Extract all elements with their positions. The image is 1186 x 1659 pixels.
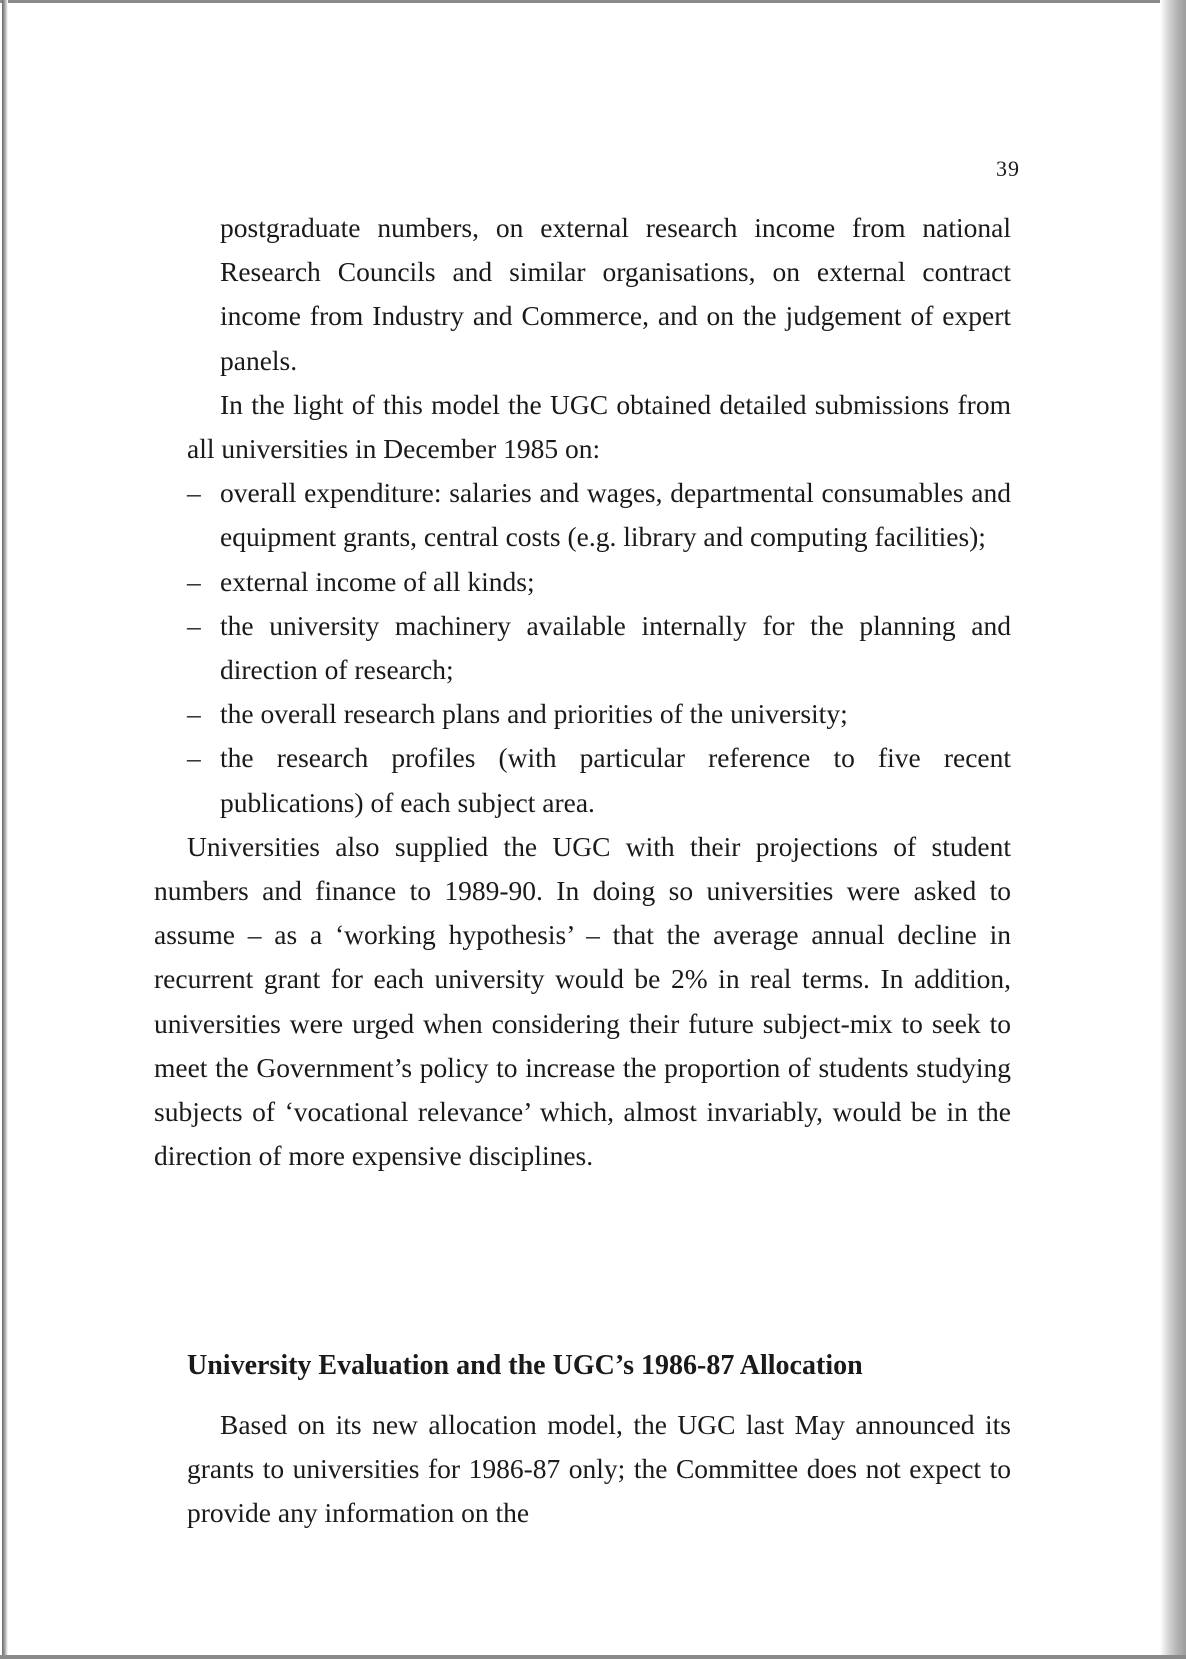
list-item bbox=[187, 736, 1011, 824]
submission-list bbox=[187, 471, 1011, 825]
page-number: 39 bbox=[996, 156, 1020, 181]
list-item bbox=[187, 604, 1011, 692]
list-item-text: external income of all kinds; bbox=[220, 565, 535, 597]
list-item-text: overall expenditure: salaries and wages, departmental consumables and equipment grants, central costs (e.g. library and computing facilities); bbox=[220, 477, 1011, 553]
page-edge-right bbox=[1160, 0, 1186, 1659]
list-item bbox=[187, 560, 1011, 604]
list-dash: – bbox=[187, 742, 201, 774]
page-edge-top bbox=[0, 0, 1186, 3]
list-item bbox=[187, 471, 1011, 559]
list-item-text: the overall research plans and priorities of the university; bbox=[220, 698, 848, 730]
list-dash: – bbox=[187, 477, 201, 509]
page-edge-left bbox=[2, 0, 8, 1659]
list-item bbox=[187, 692, 1011, 736]
paragraph-submissions-intro: In the light of this model the UGC obtained detailed submissions from all universities in December 1985 on: bbox=[187, 388, 1011, 465]
paragraph-projections: Universities also supplied the UGC with their projections of student numbers and finance to 1989-90. In doing so universities were asked to assume – as a ‘working hypothesis’ – that the average annual decline in recurrent grant for each university would be 2% in real terms. In addition, universities were urged when considering their future subject-mix to seek to meet the Government’s policy to increase the proportion of students studying subjects of ‘vocational relevance’ which, almost invariably, would be in the direction of more expensive disciplines. bbox=[154, 830, 1011, 1172]
list-item-text: the university machinery available internally for the planning and direction of research; bbox=[220, 609, 1011, 686]
list-dash: – bbox=[187, 609, 201, 641]
list-dash: – bbox=[187, 565, 201, 597]
body-text-upper bbox=[154, 206, 1011, 1178]
list-item-text: the research profiles (with particular reference to five recent publications) of each subject area. bbox=[220, 742, 1011, 818]
paragraph-allocation: Based on its new allocation model, the UGC last May announced its grants to universities for 1986-87 only; the Committee does not expect to provide any information on the bbox=[187, 1409, 1011, 1529]
page-edge-bottom bbox=[0, 1655, 1186, 1659]
list-dash: – bbox=[187, 698, 201, 730]
section-heading: University Evaluation and the UGC’s 1986-87 Allocation bbox=[187, 1350, 863, 1381]
paragraph-continued: postgraduate numbers, on external research income from national Research Councils and similar organisations, on external contract income from Industry and Commerce, and on the judgement of expert panels. bbox=[220, 212, 1011, 376]
body-text-lower bbox=[187, 1403, 1011, 1536]
